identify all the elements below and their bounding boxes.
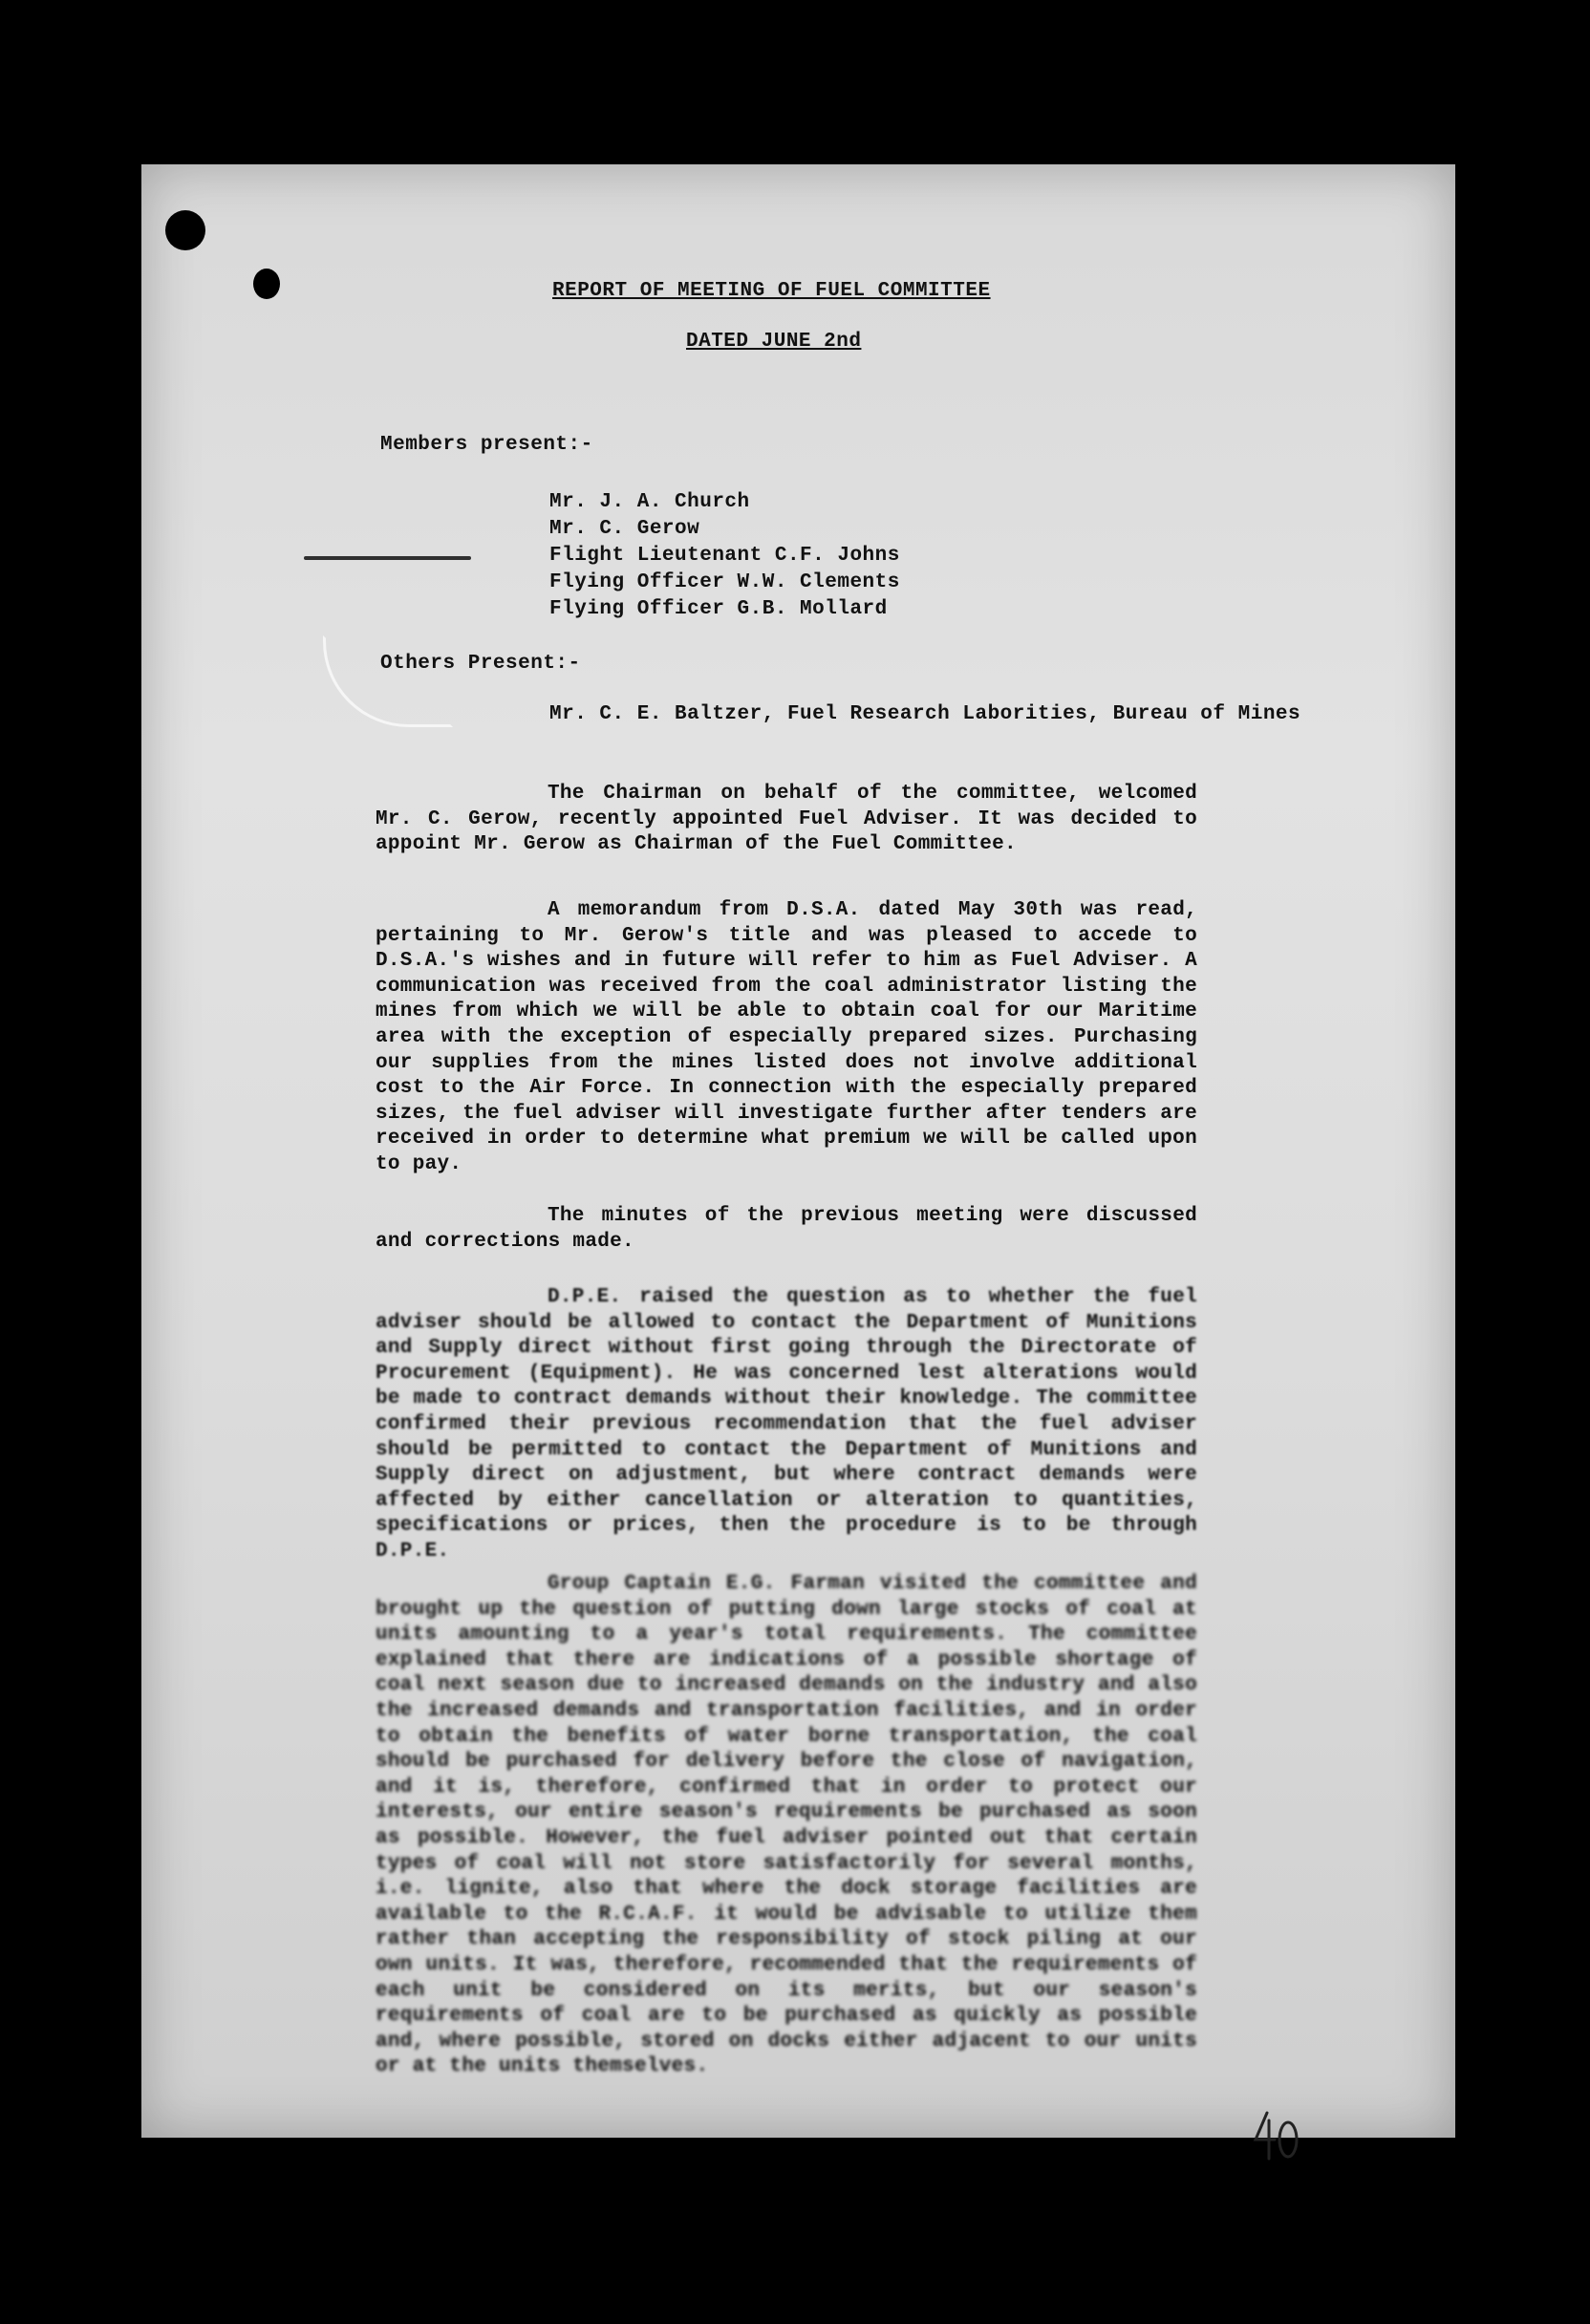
- other-attendee: Mr. C. E. Baltzer, Fuel Research Laborities, Bureau of Mines: [549, 703, 1301, 725]
- punch-hole-top: [165, 210, 205, 250]
- document-title: REPORT OF MEETING OF FUEL COMMITTEE: [552, 280, 991, 302]
- member-item: Flight Lieutenant C.F. Johns: [549, 545, 900, 567]
- member-item: Mr. J. A. Church: [549, 491, 750, 513]
- paragraph-dpe: D.P.E. raised the question as to whether the fuel adviser should be allowed to contact the Department of Munitions and Supply direct without first going through the Directorate of Procurement (Equipment). He was concerned lest alterations would be made to contract demands without their knowledge. The committee confirmed their previous recommendation that the fuel adviser should be permitted to contact the Department of Munitions and Supply direct on adjustment, but where contract demands were affected by either cancellation or alteration to quantities, specifications or prices, then the procedure is to be through D.P.E.: [376, 1286, 1197, 1562]
- paragraph-group-captain: Group Captain E.G. Farman visited the committee and brought up the question of putting down large stocks of coal at units amounting to a year's total requirements. The committee explained that there are indications of a possible shortage of coal next season due to increased demands on the industry and also the increased demands and transportation facilities, and in order to obtain the benefits of water borne transportation, the coal should be purchased for delivery before the close of navigation, and it is, therefore, confirmed that in order to protect our interests, our entire season's requirements be purchased as soon as possible. However, the fuel adviser pointed out that certain types of coal will not store satisfactorily for several months, i.e. lignite, also that where the dock storage facilities are available to the R.C.A.F. it would be advisable to utilize them rather than accepting the responsibility of stock piling at our own units. It was, therefore, recommended that the requirements of each unit be considered on its merits, but our season's requirements of coal are to be purchased as quickly as possible and, where possible, stored on docks either adjacent to our units or at the units themselves.: [376, 1573, 1197, 2078]
- page-number-text: 48: [1252, 2107, 1254, 2108]
- document-date: DATED JUNE 2nd: [686, 331, 862, 353]
- member-item: Flying Officer W.W. Clements: [549, 571, 900, 593]
- pen-mark: [304, 556, 471, 560]
- member-item: Mr. C. Gerow: [549, 518, 700, 540]
- others-present-label: Others Present:-: [380, 653, 581, 675]
- handwritten-page-number: [1252, 2107, 1301, 2163]
- paragraph-minutes: The minutes of the previous meeting were discussed and corrections made.: [376, 1205, 1197, 1253]
- members-present-label: Members present:-: [380, 434, 593, 456]
- punch-hole-second: [253, 269, 280, 299]
- paragraph-memorandum: A memorandum from D.S.A. dated May 30th was read, pertaining to Mr. Gerow's title and was pleased to accede to D.S.A.'s wishes and in future will refer to him as Fuel Adviser. A communication was received from the coal administrator listing the mines from which we will be able to obtain coal for our Maritime area with the exception of especially prepared sizes. Purchasing our supplies from the mines listed does not involve additional cost to the Air Force. In connection with the especially prepared sizes, the fuel adviser will investigate further after tenders are received in order to determine what premium we will be called upon to pay.: [376, 899, 1197, 1175]
- member-item: Flying Officer G.B. Mollard: [549, 598, 888, 620]
- paragraph-welcome: The Chairman on behalf of the committee, welcomed Mr. C. Gerow, recently appointed Fuel Adviser. It was decided to appoint Mr. Gerow as Chairman of the Fuel Committee.: [376, 783, 1197, 856]
